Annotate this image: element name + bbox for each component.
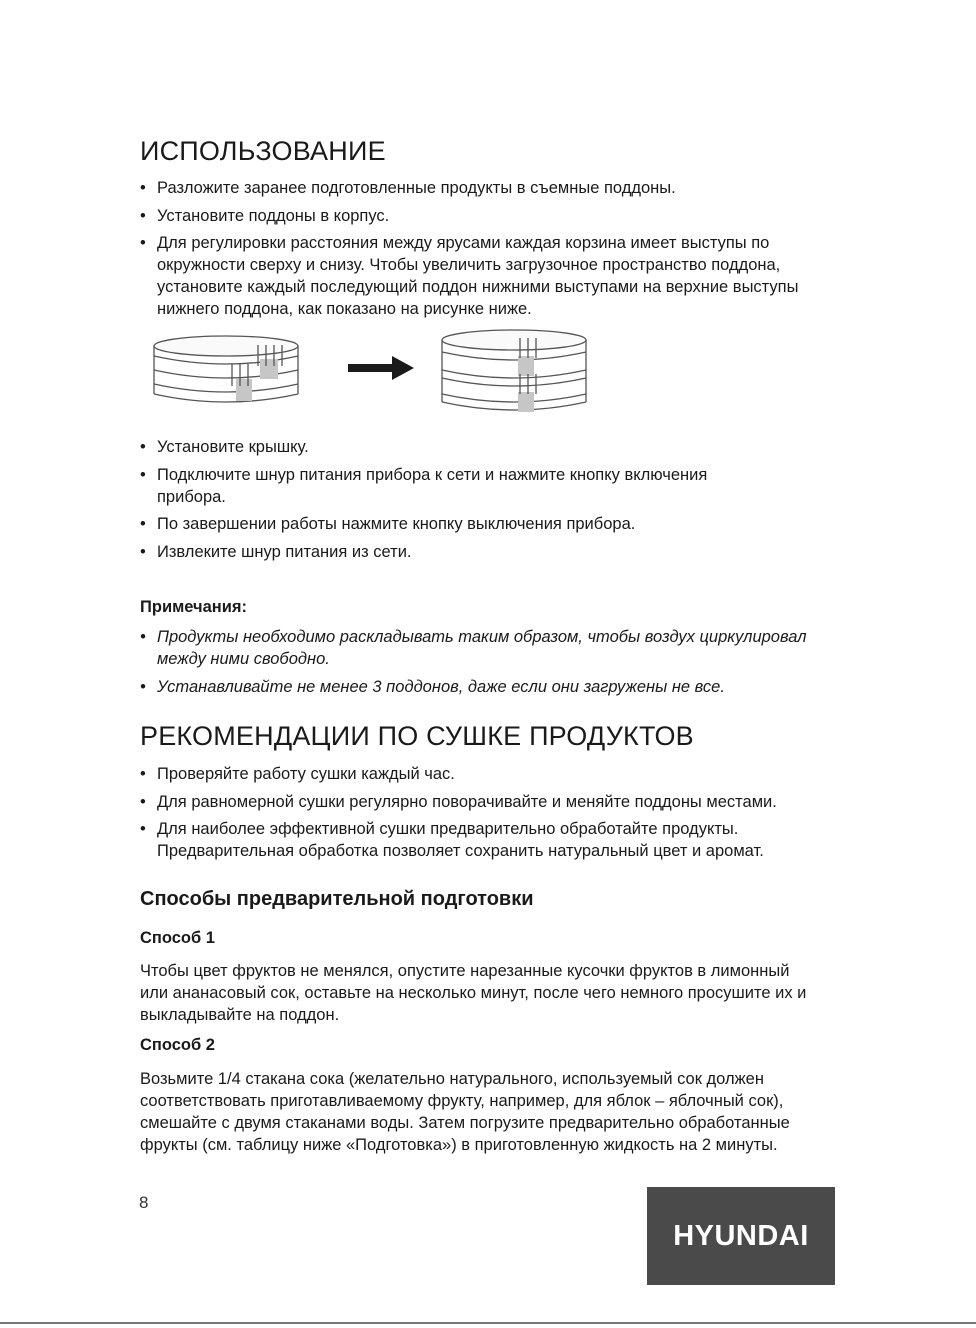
- list-item: • По завершении работы нажмите кнопку выключения прибора.: [140, 513, 840, 535]
- notes-list: [140, 626, 840, 703]
- list-item: • Установите поддоны в корпус.: [140, 205, 840, 227]
- list-item: • Проверяйте работу сушки каждый час.: [140, 763, 840, 785]
- page-number: 8: [139, 1193, 149, 1212]
- tray-stack-after: [442, 330, 586, 412]
- recommendations-list: [140, 763, 840, 868]
- arrow-right-icon: [348, 356, 414, 380]
- method1-text: Чтобы цвет фруктов не менялся, опустите нарезанные кусочки фруктов в лимонный или ананасовый сок, оставьте на несколько минут, после чего немного просушите их и выкладывайте на поддон.: [140, 962, 807, 1024]
- brand-logo: [647, 1187, 835, 1285]
- tray-stack-before: [154, 336, 298, 402]
- list-item: • Для наиболее эффективной сушки предварительно обработайте продукты. Предварительная обработка позволяет сохранить натуральный цвет и аромат.: [140, 818, 832, 862]
- list-item: • Подключите шнур питания прибора к сети и нажмите кнопку включения прибора.: [140, 464, 767, 508]
- usage-steps-after: [140, 436, 840, 568]
- brand-logo-text: HYUNDAI: [673, 1219, 809, 1252]
- usage-title: ИСПОЛЬЗОВАНИЕ: [140, 136, 386, 166]
- pretreatment-title: Способы предварительной подготовки: [140, 888, 534, 910]
- list-item: • Для регулировки расстояния между ярусами каждая корзина имеет выступы по окружности сверху и снизу. Чтобы увеличить загрузочное пространство поддона, установите каждый последующий поддон нижними выступами на верхние выступы нижнего поддона, как показано на рисунке ниже.: [140, 232, 802, 320]
- tray-stacking-illustration: [140, 326, 620, 416]
- method1-title: Способ 1: [140, 929, 215, 947]
- list-item: • Устанавливайте не менее 3 поддонов, даже если они загружены не все.: [140, 676, 840, 698]
- list-item: • Установите крышку.: [140, 436, 840, 458]
- list-item: • Извлеките шнур питания из сети.: [140, 541, 840, 563]
- method2-text: Возьмите 1/4 стакана сока (желательно натурального, используемый сок должен соответствовать приготавливаемому фрукту, например, для яблок – яблочный сок), смешайте с двумя стаканами воды. Затем погрузите предварительно обработанные фрукты (см. таблицу ниже «Подготовка») в приготовленную жидкость на 2 минуты.: [140, 1070, 790, 1154]
- recommendations-title: РЕКОМЕНДАЦИИ ПО СУШКЕ ПРОДУКТОВ: [140, 721, 694, 751]
- list-item: • Разложите заранее подготовленные продукты в съемные поддоны.: [140, 177, 840, 199]
- bottom-divider: [0, 1322, 976, 1324]
- method2-title: Способ 2: [140, 1036, 215, 1054]
- list-item: • Продукты необходимо раскладывать таким образом, чтобы воздух циркулировал между ними свободно.: [140, 626, 840, 670]
- usage-steps-before: [140, 177, 840, 326]
- list-item: • Для равномерной сушки регулярно поворачивайте и меняйте поддоны местами.: [140, 791, 840, 813]
- notes-title: Примечания:: [140, 598, 248, 616]
